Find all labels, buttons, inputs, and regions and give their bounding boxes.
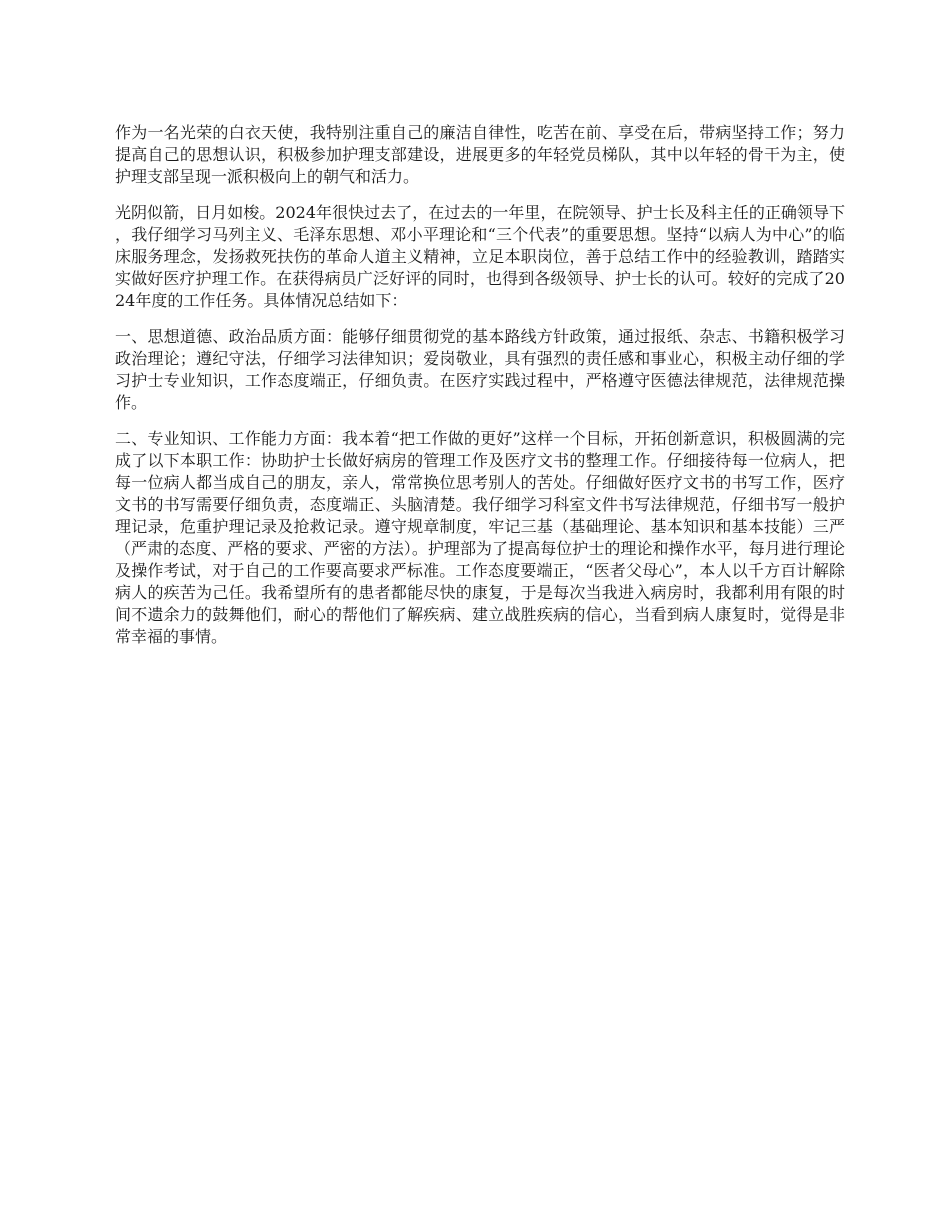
paragraph-self-discipline: 作为一名光荣的白衣天使，我特别注重自己的廉洁自律性，吃苦在前、享受在后，带病坚持工作；努力提高自己的思想认识，积极参加护理支部建设，进展更多的年轻党员梯队，其中以年轻的骨干为主，使护理支部呈现一派积极向上的朝气和活力。 [115, 123, 845, 186]
paragraph-ideology-morality: 一、思想道德、政治品质方面：能够仔细贯彻党的基本路线方针政策，通过报纸、杂志、书籍积极学习政治理论；遵纪守法，仔细学习法律知识；爱岗敬业，具有强烈的责任感和事业心，积极主动仔细的学习护士专业知识，工作态度端正，仔细负责。在医疗实践过程中，严格遵守医德法律规范，法律规范操作。 [115, 327, 845, 412]
document-body [115, 122, 845, 662]
paragraph-annual-intro: 光阴似箭，日月如梭。2024年很快过去了，在过去的一年里，在院领导、护士长及科主任的正确领导下，我仔细学习马列主义、毛泽东思想、邓小平理论和“三个代表”的重要思想。坚持“以病人为中心”的临床服务理念，发扬救死扶伤的革命人道主义精神，立足本职岗位，善于总结工作中的经验教训，踏踏实实做好医疗护理工作。在获得病员广泛好评的同时，也得到各级领导、护士长的认可。较好的完成了2024年度的工作任务。具体情况总结如下： [115, 203, 845, 310]
paragraph-professional-ability: 二、专业知识、工作能力方面：我本着“把工作做的更好”这样一个目标，开拓创新意识，积极圆满的完成了以下本职工作：协助护士长做好病房的管理工作及医疗文书的整理工作。仔细接待每一位病人，把每一位病人都当成自己的朋友，亲人，常常换位思考别人的苦处。仔细做好医疗文书的书写工作，医疗文书的书写需要仔细负责，态度端正、头脑清楚。我仔细学习科室文件书写法律规范，仔细书写一般护理记录，危重护理记录及抢救记录。遵守规章制度，牢记三基（基础理论、基本知识和基本技能）三严（严肃的态度、严格的要求、严密的方法）。护理部为了提高每位护士的理论和操作水平，每月进行理论及操作考试，对于自己的工作要高要求严标准。工作态度要端正，“医者父母心”，本人以千方百计解除病人的疾苦为己任。我希望所有的患者都能尽快的康复，于是每次当我进入病房时，我都利用有限的时间不遗余力的鼓舞他们，耐心的帮他们了解疾病、建立战胜疾病的信心，当看到病人康复时，觉得是非常幸福的事情。 [115, 429, 845, 646]
